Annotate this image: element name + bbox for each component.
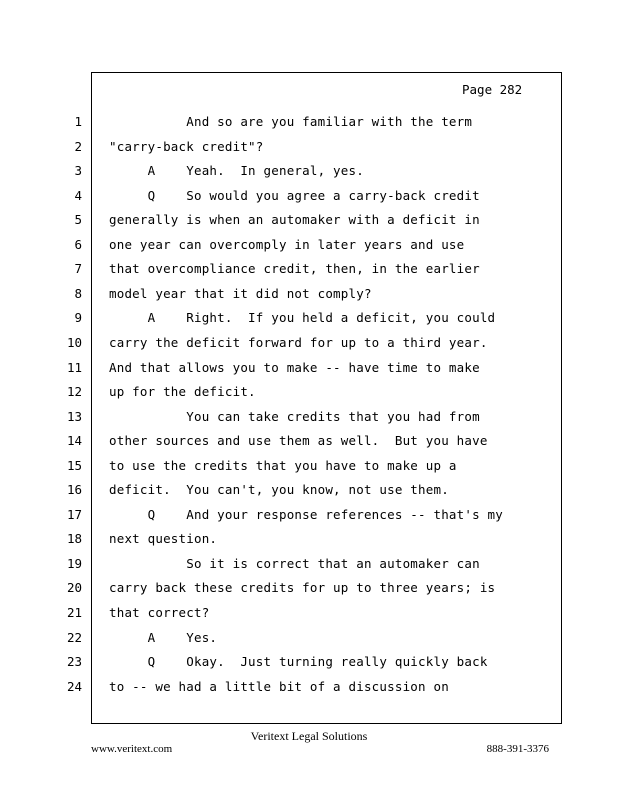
line-text: one year can overcomply in later years and use [109,237,465,252]
line-number: 23 [66,654,82,669]
footer-website: www.veritext.com [91,743,173,755]
line-text: deficit. You can't, you know, not use them. [109,482,449,497]
line-number: 19 [66,556,82,571]
line-text: So it is correct that an automaker can [109,556,480,571]
line-number: 18 [66,531,82,546]
line-text: Q Okay. Just turning really quickly back [109,654,488,669]
line-number: 5 [74,212,82,227]
line-number: 9 [74,310,82,325]
line-number: 17 [66,507,82,522]
line-number: 11 [66,360,82,375]
line-text: next question. [109,531,218,546]
line-text: A Yes. [109,630,218,645]
line-text: Q And your response references -- that's my [109,507,504,522]
line-number: 7 [74,261,82,276]
line-number: 16 [66,482,82,497]
line-number: 20 [66,580,82,595]
line-number: 2 [74,139,82,154]
line-number: 21 [66,605,82,620]
line-text: A Right. If you held a deficit, you could [109,310,496,325]
line-text: generally is when an automaker with a deficit in [109,212,480,227]
line-text: other sources and use them as well. But you have [109,433,488,448]
line-text: A Yeah. In general, yes. [109,163,364,178]
line-text: to use the credits that you have to make up a [109,458,457,473]
line-text: carry the deficit forward for up to a third year. [109,335,488,350]
line-text: And that allows you to make -- have time to make [109,360,480,375]
line-text: model year that it did not comply? [109,286,372,301]
line-number: 1 [74,114,82,129]
line-number: 3 [74,163,82,178]
line-text: to -- we had a little bit of a discussion on [109,679,449,694]
page-number: Page 282 [462,82,523,97]
line-text: And so are you familiar with the term [109,114,473,129]
line-number: 24 [66,679,82,694]
line-text: up for the deficit. [109,384,256,399]
line-number: 12 [66,384,82,399]
line-text: carry back these credits for up to three years; is [109,580,496,595]
line-number: 14 [66,433,82,448]
line-number: 15 [66,458,82,473]
line-number: 10 [66,335,82,350]
line-text: "carry-back credit"? [109,139,264,154]
line-text: Q So would you agree a carry-back credit [109,188,480,203]
footer-company: Veritext Legal Solutions [250,729,368,743]
line-number: 6 [74,237,82,252]
line-number: 13 [66,409,82,424]
footer-phone: 888-391-3376 [486,743,549,755]
line-text: You can take credits that you had from [109,409,480,424]
line-number: 22 [66,630,82,645]
line-number: 8 [74,286,82,301]
line-text: that overcompliance credit, then, in the earlier [109,261,480,276]
line-number: 4 [74,188,82,203]
line-text: that correct? [109,605,210,620]
